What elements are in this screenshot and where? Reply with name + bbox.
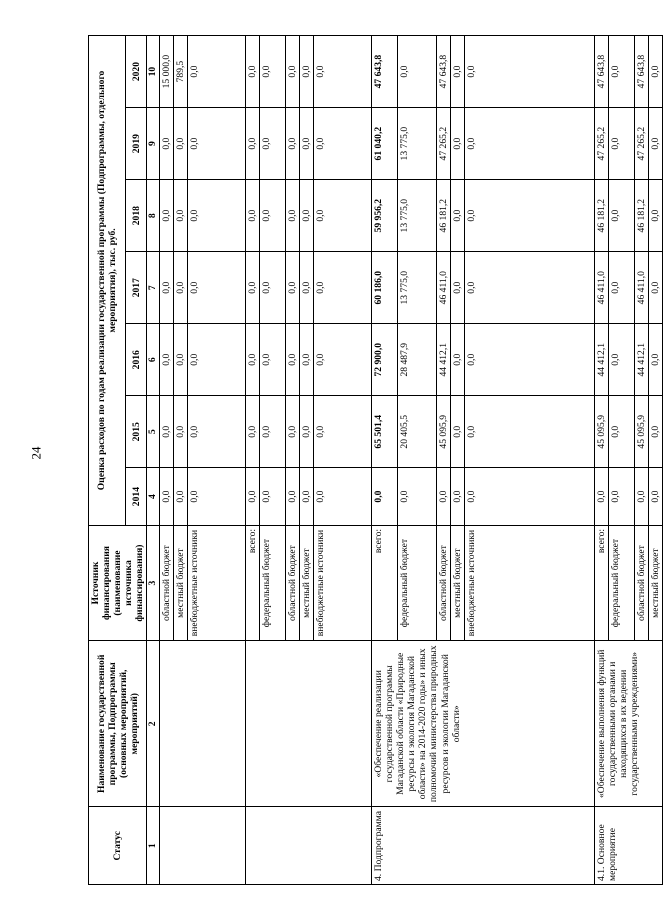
value-cell: 0,0: [246, 468, 260, 526]
value-cell: 0,0: [260, 396, 286, 468]
source-cell: федеральный бюджет: [609, 525, 635, 640]
value-cell: 0,0: [286, 180, 300, 252]
value-cell: 0,0: [649, 180, 663, 252]
value-cell: 0,0: [188, 180, 246, 252]
value-cell: 65 501,4: [372, 396, 398, 468]
table-row: [246, 36, 260, 885]
value-cell: 0,0: [246, 36, 260, 108]
value-cell: 0,0: [260, 324, 286, 396]
value-cell: 46 181,2: [635, 180, 649, 252]
header-row-1: [89, 36, 126, 885]
value-cell: 0,0: [314, 252, 372, 324]
value-cell: 47 265,2: [437, 108, 451, 180]
header-year: 2019: [126, 108, 147, 180]
value-cell: 28 487,9: [398, 324, 437, 396]
value-cell: 0,0: [260, 252, 286, 324]
value-cell: 0,0: [160, 468, 174, 526]
value-cell: 0,0: [314, 396, 372, 468]
value-cell: 13 775,0: [398, 252, 437, 324]
column-number: 10: [147, 36, 160, 108]
value-cell: 0,0: [635, 468, 649, 526]
table-row: [595, 36, 609, 885]
value-cell: 0,0: [160, 108, 174, 180]
value-cell: 0,0: [609, 180, 635, 252]
value-cell: 0,0: [398, 36, 437, 108]
value-cell: 0,0: [246, 180, 260, 252]
source-cell: всего:: [372, 525, 398, 640]
header-year: 2017: [126, 252, 147, 324]
value-cell: 0,0: [465, 396, 595, 468]
value-cell: 0,0: [174, 396, 188, 468]
header-year: 2015: [126, 396, 147, 468]
value-cell: 0,0: [649, 36, 663, 108]
value-cell: 0,0: [451, 180, 465, 252]
value-cell: 0,0: [286, 36, 300, 108]
column-number: 9: [147, 108, 160, 180]
value-cell: 789,5: [174, 36, 188, 108]
value-cell: 0,0: [188, 468, 246, 526]
value-cell: 0,0: [649, 468, 663, 526]
value-cell: 0,0: [300, 324, 314, 396]
value-cell: 0,0: [246, 396, 260, 468]
value-cell: 0,0: [609, 468, 635, 526]
source-cell: внебюджетные источники: [188, 525, 246, 640]
value-cell: 0,0: [300, 468, 314, 526]
source-cell: областной бюджет: [160, 525, 174, 640]
value-cell: 0,0: [246, 108, 260, 180]
value-cell: 0,0: [300, 252, 314, 324]
value-cell: 0,0: [174, 324, 188, 396]
source-cell: областной бюджет: [635, 525, 649, 640]
page-number: 24: [28, 446, 44, 460]
source-cell: федеральный бюджет: [398, 525, 437, 640]
value-cell: 0,0: [465, 180, 595, 252]
table-row: [372, 36, 398, 885]
value-cell: 0,0: [314, 324, 372, 396]
value-cell: 47 643,8: [595, 36, 609, 108]
value-cell: 0,0: [465, 108, 595, 180]
value-cell: 15 000,0: [160, 36, 174, 108]
value-cell: 0,0: [300, 108, 314, 180]
value-cell: 0,0: [314, 180, 372, 252]
budget-table: [88, 35, 663, 885]
source-cell: всего:: [595, 525, 609, 640]
value-cell: 46 411,0: [595, 252, 609, 324]
value-cell: 0,0: [188, 252, 246, 324]
value-cell: 0,0: [451, 396, 465, 468]
value-cell: 47 265,2: [595, 108, 609, 180]
value-cell: 0,0: [174, 468, 188, 526]
value-cell: 0,0: [451, 252, 465, 324]
program-name-cell: [160, 641, 246, 807]
value-cell: 0,0: [451, 324, 465, 396]
source-cell: местный бюджет: [451, 525, 465, 640]
value-cell: 0,0: [300, 396, 314, 468]
source-cell: внебюджетные источники: [465, 525, 595, 640]
value-cell: 0,0: [314, 468, 372, 526]
header-year: 2020: [126, 36, 147, 108]
column-number: 8: [147, 180, 160, 252]
header-year: 2014: [126, 468, 147, 526]
value-cell: 0,0: [372, 468, 398, 526]
value-cell: 0,0: [314, 36, 372, 108]
value-cell: 0,0: [286, 324, 300, 396]
value-cell: 13 775,0: [398, 108, 437, 180]
status-cell: [246, 807, 372, 885]
value-cell: 46 181,2: [595, 180, 609, 252]
value-cell: 0,0: [188, 36, 246, 108]
value-cell: 0,0: [649, 252, 663, 324]
value-cell: 45 095,9: [635, 396, 649, 468]
value-cell: 0,0: [160, 324, 174, 396]
value-cell: 44 412,1: [595, 324, 609, 396]
value-cell: 0,0: [465, 324, 595, 396]
value-cell: 0,0: [174, 252, 188, 324]
source-cell: областной бюджет: [437, 525, 451, 640]
value-cell: 45 095,9: [595, 396, 609, 468]
value-cell: 0,0: [649, 396, 663, 468]
value-cell: 0,0: [314, 108, 372, 180]
value-cell: 0,0: [300, 36, 314, 108]
value-cell: 0,0: [451, 108, 465, 180]
value-cell: 0,0: [451, 36, 465, 108]
value-cell: 46 181,2: [437, 180, 451, 252]
value-cell: 0,0: [649, 108, 663, 180]
value-cell: 0,0: [160, 396, 174, 468]
program-name-cell: [246, 641, 372, 807]
value-cell: 0,0: [609, 108, 635, 180]
column-number: 3: [147, 525, 160, 640]
status-cell: 4.1. Основное мероприятие: [595, 807, 663, 885]
header-status: Статус: [89, 807, 147, 885]
header-source: Источник финансирования (наименование источника финансирования): [89, 525, 147, 640]
value-cell: 47 265,2: [635, 108, 649, 180]
value-cell: 0,0: [398, 468, 437, 526]
value-cell: 0,0: [260, 468, 286, 526]
column-number: 2: [147, 641, 160, 807]
table-body: [160, 36, 663, 885]
value-cell: 0,0: [595, 468, 609, 526]
program-name-cell: «Обеспечение выполнения функций государственными органами и находящихся в их ведении государственными учреждениями»: [595, 641, 663, 807]
source-cell: местный бюджет: [300, 525, 314, 640]
status-cell: 4. Подпрограмма: [372, 807, 595, 885]
value-cell: 0,0: [286, 108, 300, 180]
value-cell: 0,0: [188, 324, 246, 396]
value-cell: 0,0: [174, 108, 188, 180]
source-cell: областной бюджет: [286, 525, 300, 640]
value-cell: 0,0: [609, 252, 635, 324]
source-cell: всего:: [246, 525, 260, 640]
column-number: 4: [147, 468, 160, 526]
value-cell: 0,0: [437, 468, 451, 526]
rotated-table-container: [88, 35, 662, 885]
column-number: 7: [147, 252, 160, 324]
value-cell: 0,0: [246, 324, 260, 396]
value-cell: 0,0: [649, 324, 663, 396]
value-cell: 0,0: [465, 252, 595, 324]
value-cell: 0,0: [286, 252, 300, 324]
header-name: Наименование государственной программы, Подпрограммы (основных мероприятий, мероприятий): [89, 641, 147, 807]
value-cell: 0,0: [260, 180, 286, 252]
header-year: 2016: [126, 324, 147, 396]
value-cell: 46 411,0: [437, 252, 451, 324]
value-cell: 0,0: [260, 108, 286, 180]
program-name-cell: «Обеспечение реализации государственной программы Магаданской области «Природные ресурсы и экология Магаданской области» на 2014-2020 годы» и иных полномочий министерства природных ресурсов и экологии Магаданской области»: [372, 641, 595, 807]
source-cell: местный бюджет: [649, 525, 663, 640]
value-cell: 0,0: [609, 396, 635, 468]
value-cell: 47 643,8: [437, 36, 451, 108]
column-number-row: [147, 36, 160, 885]
source-cell: внебюджетные источники: [314, 525, 372, 640]
value-cell: 61 040,2: [372, 108, 398, 180]
value-cell: 0,0: [188, 396, 246, 468]
value-cell: 0,0: [260, 36, 286, 108]
value-cell: 0,0: [160, 180, 174, 252]
value-cell: 0,0: [609, 36, 635, 108]
value-cell: 0,0: [286, 468, 300, 526]
header-estimate: Оценка расходов по годам реализации государственной программы (Подпрограммы, отдельного мероприятия), тыс. руб.: [89, 36, 126, 526]
value-cell: 46 411,0: [635, 252, 649, 324]
value-cell: 0,0: [609, 324, 635, 396]
value-cell: 0,0: [160, 252, 174, 324]
value-cell: 0,0: [451, 468, 465, 526]
column-number: 6: [147, 324, 160, 396]
value-cell: 60 186,0: [372, 252, 398, 324]
value-cell: 47 643,8: [372, 36, 398, 108]
table-row: [160, 36, 174, 885]
value-cell: 20 405,5: [398, 396, 437, 468]
value-cell: 47 643,8: [635, 36, 649, 108]
column-number: 1: [147, 807, 160, 885]
value-cell: 45 095,9: [437, 396, 451, 468]
value-cell: 13 775,0: [398, 180, 437, 252]
source-cell: федеральный бюджет: [260, 525, 286, 640]
value-cell: 0,0: [465, 468, 595, 526]
value-cell: 0,0: [174, 180, 188, 252]
value-cell: 0,0: [188, 108, 246, 180]
value-cell: 0,0: [300, 180, 314, 252]
value-cell: 44 412,1: [635, 324, 649, 396]
value-cell: 0,0: [246, 252, 260, 324]
value-cell: 59 956,2: [372, 180, 398, 252]
value-cell: 0,0: [465, 36, 595, 108]
header-year: 2018: [126, 180, 147, 252]
column-number: 5: [147, 396, 160, 468]
source-cell: местный бюджет: [174, 525, 188, 640]
value-cell: 0,0: [286, 396, 300, 468]
value-cell: 72 900,0: [372, 324, 398, 396]
value-cell: 44 412,1: [437, 324, 451, 396]
status-cell: [160, 807, 246, 885]
